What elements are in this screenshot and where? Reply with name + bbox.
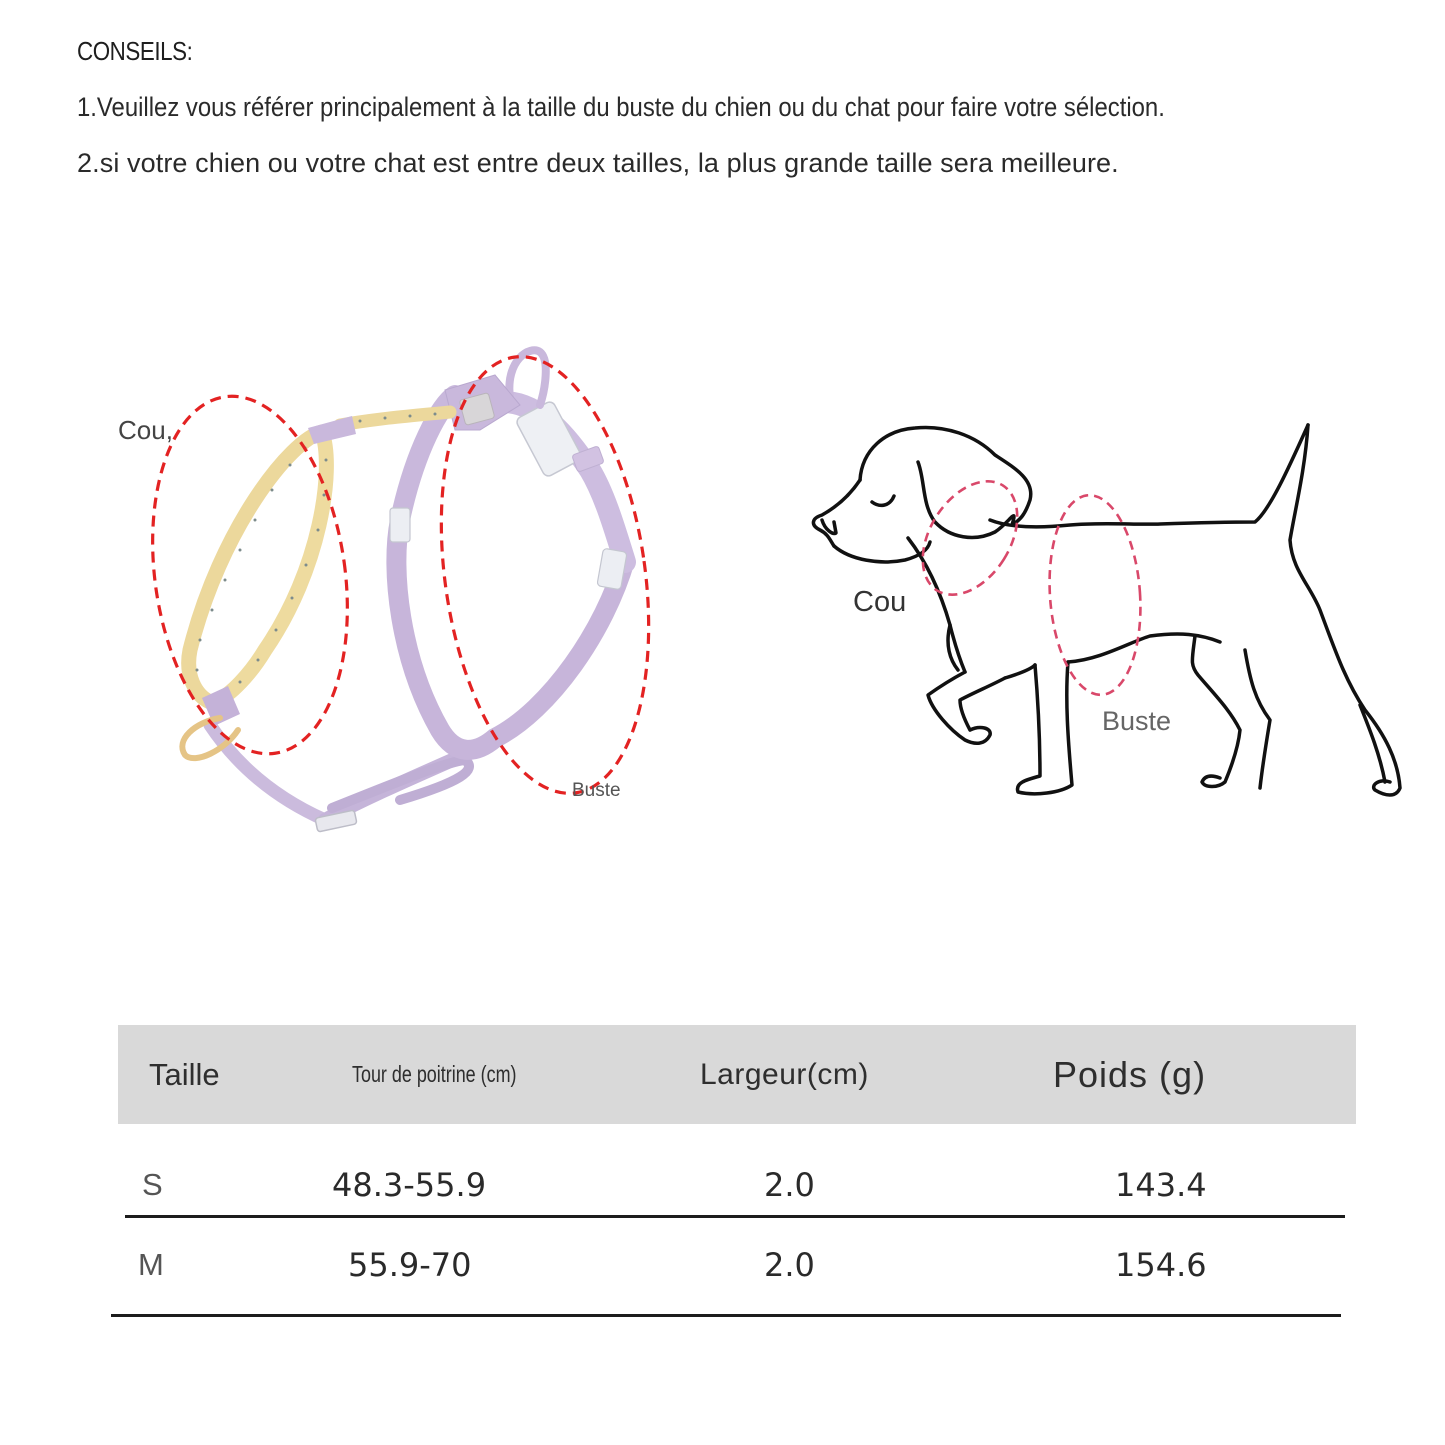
tip-item: 1.Veuillez vous référer principalement à la taille du buste du chien ou du chat pour faire votre sélection. (77, 92, 1165, 122)
table-row (118, 1235, 1356, 1295)
cell-weight: 154.6 (1115, 1246, 1207, 1284)
size-table (118, 1025, 1356, 1284)
tip-item: 2.si votre chien ou votre chat est entre deux tailles, la plus grande taille sera meilleure. (77, 148, 1119, 178)
harness-neck-label: Cou, (118, 415, 173, 445)
cell-weight: 143.4 (1115, 1166, 1207, 1204)
column-header-chest: Tour de poitrine (cm) (352, 1061, 517, 1087)
dog-neck-label: Cou (853, 586, 907, 618)
row-divider (111, 1314, 1341, 1317)
cell-chest: 48.3-55.9 (332, 1166, 487, 1204)
tips-title: CONSEILS: (77, 36, 193, 66)
cell-size: M (138, 1247, 164, 1282)
harness-icon (100, 330, 660, 850)
cell-width: 2.0 (764, 1246, 815, 1284)
column-header-size: Taille (149, 1057, 220, 1092)
column-header-width: Largeur(cm) (700, 1058, 869, 1091)
table-header (118, 1025, 1356, 1124)
table-row (118, 1155, 1356, 1215)
row-divider (125, 1215, 1345, 1218)
harness-illustration (100, 330, 660, 850)
column-header-weight: Poids (g) (1053, 1054, 1207, 1095)
dog-chest-label: Buste (1102, 706, 1172, 736)
cell-chest: 55.9-70 (348, 1246, 472, 1284)
harness-chest-label: Buste (572, 780, 621, 801)
cell-size: S (142, 1167, 163, 1202)
cell-width: 2.0 (764, 1166, 815, 1204)
